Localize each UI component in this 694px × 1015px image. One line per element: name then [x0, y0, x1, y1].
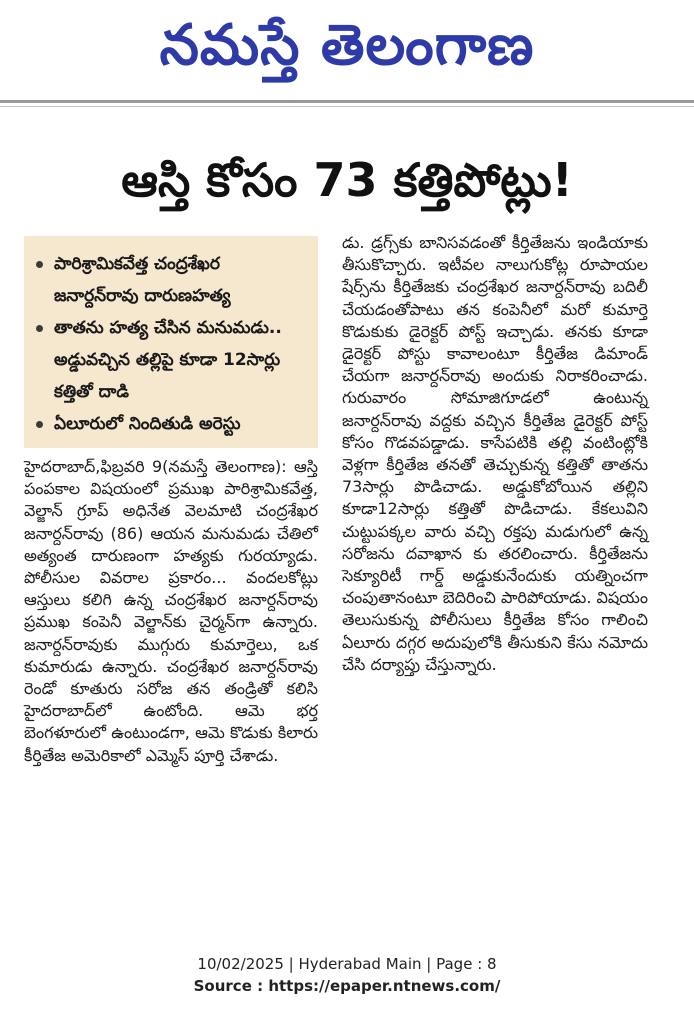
- newspaper-logo: నమస్తే తెలంగాణ: [159, 13, 535, 78]
- edition-info: 10/02/2025 | Hyderabad Main | Page : 8: [197, 955, 497, 973]
- highlight-text: తాతను హత్య చేసిన మనుమడు.. అడ్డువచ్చిన తల్లిపై కూడా 12సార్లు కత్తితో దాడి: [54, 318, 282, 402]
- bullet-icon: [36, 325, 43, 332]
- source-link[interactable]: Source : https://epaper.ntnews.com/: [193, 977, 501, 995]
- masthead-divider: [0, 100, 694, 103]
- highlights-list: [24, 236, 318, 440]
- highlight-item: [34, 248, 310, 312]
- article-body-left-column: హైదరాబాద్‌,ఫిబ్రవరి 9(నమస్తే తెలంగాణ): ఆస్తి పంపకాల విషయంలో ప్రముఖ పారిశ్రామికవేత్త, వెల్జాన్‌ గ్రూప్‌ అధినేత వెలమాటి చంద్రశేఖర జనార్దన్‌రావు (86) ఆయన మనుమడు చేతిలో అత్యంత దారుణంగా హత్యకు గురయ్యాడు. పోలీసుల వివరాల ప్రకారం... వందలకోట్లు ఆస్తులు కలిగి ఉన్న చంద్రశేఖర జనార్దన్‌రావు ప్రముఖ కంపెనీ వెల్జాన్‌కు చైర్మన్‌గా ఉన్నారు. జనార్దన్‌రావుకు ముగ్గురు కుమార్తెలు, ఒక కుమారుడు ఉన్నారు. చంద్రశేఖర జనార్దన్‌రావు రెండో కూతురు సరోజ తన తండ్రితో కలిసి హైదరాబాద్‌లో ఉంటోంది. ఆమె భర్త బెంగళూరులో ఉంటుండగా, ఆమె కొడుకు కిలారు కీర్తితేజ అమెరికాలో ఎమ్మెస్‌ పూర్తి చేశాడు.: [24, 457, 318, 765]
- article-body-right-column: డు. డ్రగ్స్‌కు బానిసవడంతో కీర్తితేజను ఇండియాకు తీసుకొచ్చారు. ఇటీవల నాలుగుకోట్ల రూపాయల షేర్స్‌ను కీర్తితేజకు చంద్రశేఖర జనార్దన్‌రావు బదిలీ చేయడంతోపాటు తన కంపెనీలో మరో కుమార్తె కొడుకుకు డైరెక్టర్‌ పోస్ట్‌ ఇచ్చాడు. తనకు కూడా డైరెక్టర్‌ పోస్టు కావాలంటూ కీర్తితేజ డిమాండ్‌ చేయగా జనార్దన్‌రావు అందుకు నిరాకరించాడు. గురువారం సోమాజిగూడలో ఉంటున్న జనార్దన్‌రావు వద్దకు వచ్చిన కీర్తితేజ డైరెక్టర్‌ పోస్ట్‌ కోసం గొడవపడ్డాడు. కాసేపటికి తల్లి వంటింట్లోకి వెళ్లగా కీర్తితేజ తనతో తెచ్చుకున్న కత్తితో తాతను 73సార్లు పొడిచాడు. అడ్డుకోబోయిన తల్లిని కూడా12సార్లు కత్తితో పొడిచాడు. కేకలువిని చుట్టుపక్కల వారు వచ్చి రక్తపు మడుగులో ఉన్న సరోజను దవాఖాన కు తరలించారు. కీర్తితేజను సెక్యూరిటీ గార్డ్‌ అడ్డుకునేందుకు యత్నించగా చంపుతానంటూ బెదిరించి పారిపోయాడు. విషయం తెలుసుకున్న పోలీసులు కీర్తితేజ కోసం గాలించి ఏలూరు దగ్గర అదుపులోకి తీసుకుని కేసు నమోదు చేసి దర్యాప్తు చేస్తున్నారు.: [342, 233, 648, 674]
- highlight-text: ఏలూరులో నిందితుడి అరెస్టు: [54, 414, 241, 434]
- masthead-divider-thin: [0, 106, 694, 107]
- highlight-text: పారిశ్రామికవేత్త చంద్రశేఖర జనార్దన్‌రావు దారుణహత్య: [54, 254, 231, 306]
- article-headline: ఆస్తి కోసం 73 కత్తిపోట్లు!: [121, 153, 573, 207]
- bullet-icon: [36, 261, 43, 268]
- bullet-icon: [36, 421, 43, 428]
- highlight-item: [34, 312, 310, 408]
- masthead: [0, 0, 694, 100]
- highlights-box: [24, 236, 318, 448]
- highlight-item: [34, 408, 310, 440]
